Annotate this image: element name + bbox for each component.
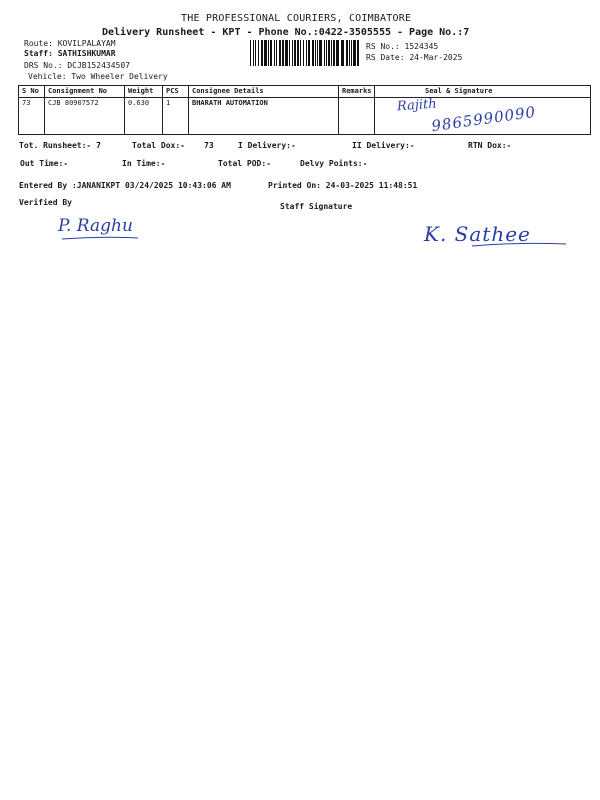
drs-label: DRS No.: DCJB152434507 [24,61,130,70]
col-remarks: Remarks [339,86,375,98]
cell-weight: 0.630 [125,98,163,135]
cell-consignee: BHARATH AUTOMATION [189,98,339,135]
total-dox-label: Total Dox:- [132,141,185,150]
rs-date-label: RS Date: 24-Mar-2025 [366,53,463,62]
in-time: In Time:- [122,159,166,168]
cell-consignment: CJB 80907572 [45,98,125,135]
col-consignee: Consignee Details [189,86,339,98]
staff-signature-text: K. Sathee [424,222,531,246]
cell-sno: 73 [19,98,45,135]
delvy-points: Delvy Points:- [300,159,368,168]
printed-on: Printed On: 24-03-2025 11:48:51 [268,181,418,190]
out-time: Out Time:- [20,159,69,168]
total-pod: Total POD:- [218,159,271,168]
runsheet-table [18,85,591,135]
cell-seal [375,98,591,135]
company-title: THE PROFESSIONAL COURIERS, COIMBATORE [181,13,412,24]
runsheet-title: Delivery Runsheet - KPT - Phone No.:0422-3505555 - Page No.:7 [102,27,470,38]
route-label: Route: KOVILPALAYAM [24,39,116,48]
col-seal: Seal & Signature [375,86,591,98]
vehicle-label: Vehicle: Two Wheeler Delivery [28,72,168,81]
rtn-dox: RTN Dox:- [468,141,512,150]
rs-no-label: RS No.: 1524345 [366,42,439,51]
col-pcs: PCS [163,86,189,98]
staff-signature-tail [470,240,570,250]
seal-phone-handwriting: 9865990090 [430,102,538,136]
tot-runsheet: Tot. Runsheet:- 7 [19,141,101,150]
verifier-signature [58,216,133,236]
col-sno: S No [19,86,45,98]
table-row [19,98,591,135]
verified-by-label: Verified By [19,198,72,207]
barcode-icon [250,40,362,66]
staff-signature-label: Staff Signature [280,202,353,211]
i-delivery: I Delivery:- [238,141,296,150]
entered-by: Entered By :JANANIKPT 03/24/2025 10:43:06 AM [19,181,231,190]
ii-delivery: II Delivery:- [352,141,415,150]
seal-name-handwriting: Rajith [396,96,438,115]
verifier-signature-text: P. Raghu [58,216,133,236]
staff-label: Staff: SATHISHKUMAR [24,49,116,58]
col-consignment: Consignment No [45,86,125,98]
table-header-row [19,86,591,98]
cell-remarks [339,98,375,135]
total-dox-value: 73 [204,141,214,150]
cell-pcs: 1 [163,98,189,135]
verifier-signature-underline [60,236,140,242]
col-weight: Weight [125,86,163,98]
